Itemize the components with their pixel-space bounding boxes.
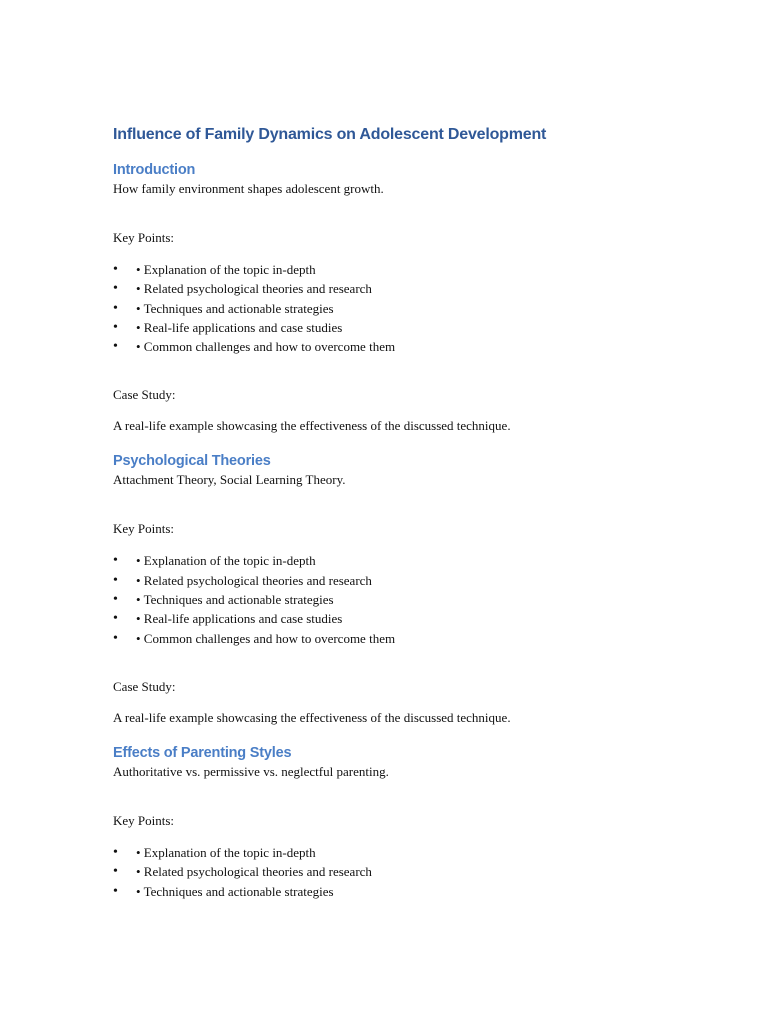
- section-heading: Psychological Theories: [113, 453, 271, 470]
- section-heading: Introduction: [113, 162, 196, 178]
- list-item: • • Common challenges and how to overcome them: [113, 629, 713, 648]
- bullet-icon: •: [113, 844, 118, 860]
- case-study-text: A real-life example showcasing the effectiveness of the discussed technique.: [113, 418, 511, 434]
- section-heading: Effects of Parenting Styles: [113, 744, 292, 761]
- list-item: • • Explanation of the topic in-depth: [113, 260, 713, 279]
- bullet-icon: •: [113, 883, 118, 899]
- case-study-text: A real-life example showcasing the effectiveness of the discussed technique.: [113, 709, 511, 725]
- section-psychological-theories: [113, 451, 713, 742]
- bullet-icon: •: [113, 572, 118, 588]
- bullet-icon: •: [113, 281, 118, 297]
- section-summary: How family environment shapes adolescent growth.: [113, 181, 384, 196]
- list-item: • • Related psychological theories and research: [113, 279, 713, 298]
- bullet-icon: •: [113, 553, 118, 569]
- document-body: [113, 124, 713, 901]
- bullet-icon: •: [113, 630, 118, 646]
- bullet-icon: •: [113, 592, 118, 608]
- section-summary: Authoritative vs. permissive vs. neglectful parenting.: [113, 763, 389, 779]
- section-parenting-styles: [113, 743, 713, 901]
- section-introduction: [113, 160, 713, 451]
- list-item: • • Common challenges and how to overcome them: [113, 337, 713, 356]
- bullet-icon: •: [113, 300, 118, 316]
- bullet-icon: •: [113, 262, 118, 277]
- list-item: • • Explanation of the topic in-depth: [113, 551, 713, 570]
- key-points-list: [113, 260, 713, 356]
- bullet-icon: •: [113, 611, 118, 627]
- key-points-list: [113, 843, 713, 901]
- bullet-icon: •: [113, 339, 118, 355]
- list-item: • • Related psychological theories and research: [113, 862, 713, 881]
- document-title: Influence of Family Dynamics on Adolescent Development: [113, 126, 547, 143]
- list-item: • • Related psychological theories and research: [113, 571, 713, 590]
- list-item: • • Real-life applications and case studies: [113, 318, 713, 337]
- key-points-label: Key Points:: [113, 230, 175, 245]
- section-summary: Attachment Theory, Social Learning Theory.: [113, 472, 346, 488]
- bullet-icon: •: [113, 864, 118, 880]
- key-points-label: Key Points:: [113, 812, 175, 828]
- key-points-label: Key Points:: [113, 521, 175, 537]
- list-item: • • Techniques and actionable strategies: [113, 299, 713, 318]
- case-study-label: Case Study:: [113, 387, 176, 403]
- case-study-label: Case Study:: [113, 678, 176, 694]
- list-item: • • Techniques and actionable strategies: [113, 882, 713, 901]
- bullet-icon: •: [113, 319, 118, 335]
- list-item: • • Techniques and actionable strategies: [113, 590, 713, 609]
- list-item: • • Explanation of the topic in-depth: [113, 843, 713, 862]
- key-points-list: [113, 551, 713, 647]
- list-item: • • Real-life applications and case studies: [113, 609, 713, 628]
